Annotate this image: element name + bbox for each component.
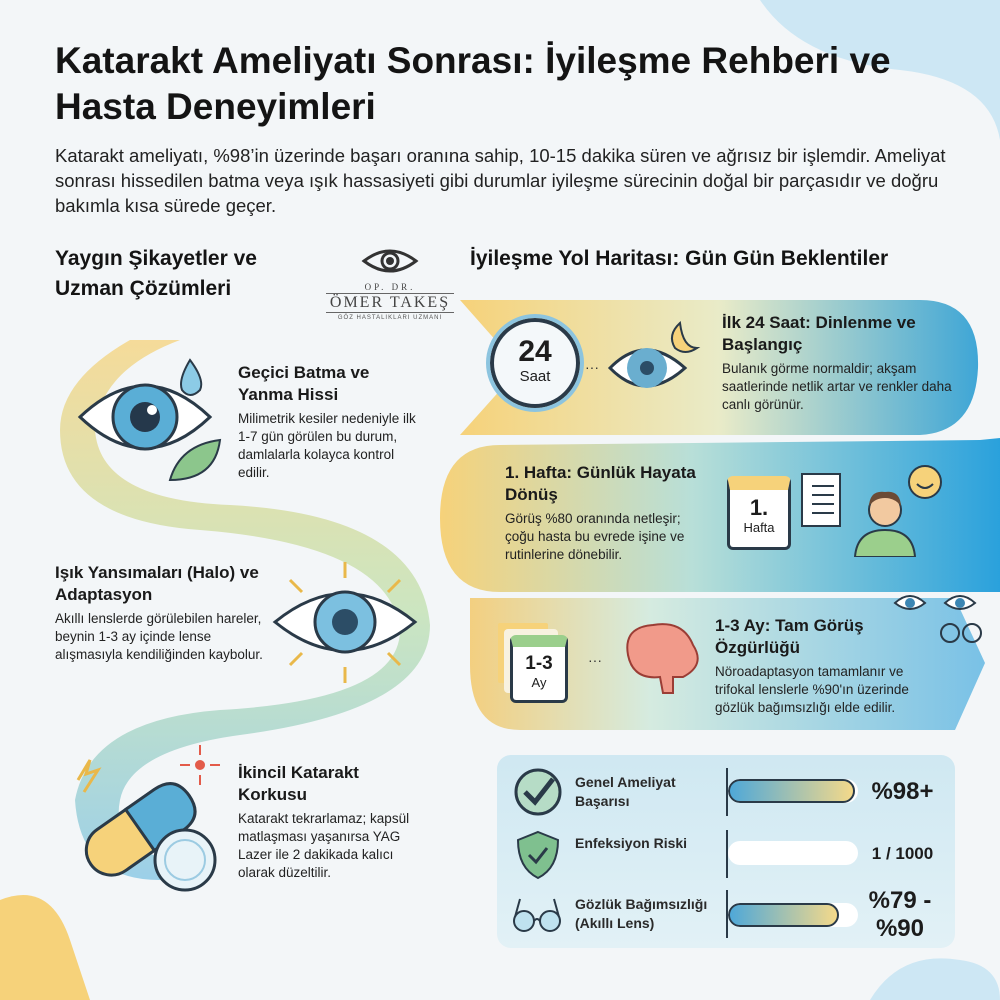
right-heading: İyileşme Yol Haritası: Gün Gün Beklentiler <box>470 247 889 270</box>
complaint-item <box>238 762 428 882</box>
step-title: 1. Hafta: Günlük Hayata Dönüş <box>505 463 696 504</box>
stat-bar-fill <box>728 903 839 927</box>
complaint-title: İkincil Katarakt Korkusu <box>238 763 359 804</box>
stat-bar-fill <box>728 779 855 803</box>
stat-value: %79 - %90 <box>868 887 932 942</box>
complaint-body: Akıllı lenslerde görülebilen hareler, beynin 1-3 ay içinde lense alışmasıyla kendiliğinden kaybolur. <box>55 611 263 662</box>
complaint-item <box>55 562 270 664</box>
glasses-icon <box>512 893 562 935</box>
checklist-person-icon <box>800 462 955 557</box>
badge-main: 1-3 <box>525 653 553 674</box>
badge-sub: Saat <box>519 368 551 385</box>
eyes-glasses-icon <box>890 585 990 645</box>
complaint-title: Geçici Batma ve Yanma Hissi <box>238 363 370 404</box>
shield-check-icon <box>515 830 561 880</box>
badge-main: 24 <box>518 335 552 368</box>
step-title: İlk 24 Saat: Dinlenme ve Başlangıç <box>722 313 916 354</box>
stat-label: Enfeksiyon Riski <box>575 835 688 851</box>
brain-icon <box>588 615 708 705</box>
complaint-body: Katarakt tekrarlamaz; kapsül matlaşması yaşanırsa YAG Lazer ile 2 dakikada kalıcı olarak düzeltilir. <box>238 811 410 880</box>
svg-text:···: ··· <box>588 652 602 668</box>
complaint-title: Işık Yansımaları (Halo) ve Adaptasyon <box>55 563 259 604</box>
complaint-body: Milimetrik kesiler nedeniyle ilk 1-7 gün görülen bu durum, damlalarla kolayca kontrol edilir. <box>238 411 416 480</box>
page-title: Katarakt Ameliyatı Sonrası: İyileşme Rehberi ve Hasta Deneyimleri <box>55 40 891 127</box>
stat-bar <box>728 841 858 865</box>
step-body: Görüş %80 oranında netleşir; çoğu hasta bu evrede işine ve rutinlerine dönebilir. <box>505 511 685 562</box>
stat-value: %98+ <box>871 778 934 805</box>
logo-name: ÖMER TAKEŞ <box>326 294 454 313</box>
step-body: Bulanık görme normaldir; akşam saatlerinde netlik artar ve renkler daha canlı görünür. <box>722 361 952 412</box>
logo-prefix: OP. DR. <box>326 282 454 294</box>
eye-drop-icon <box>70 355 240 495</box>
intro-text: Katarakt ameliyatı, %98’in üzerinde başarı oranına sahip, 10-15 dakika süren ve ağrısız bir işlemdir. Ameliyat sonrası hissedilen batma veya ışık hassasiyeti gibi durumlar iyileşme sürecinin doğal bir parçasıdır ve doğru bakımla kısa sürede geçer. <box>55 145 946 216</box>
step-title: 1-3 Ay: Tam Görüş Özgürlüğü <box>715 616 864 657</box>
clock-badge <box>490 318 580 408</box>
stat-bar <box>728 903 858 927</box>
stat-label: Gözlük Bağımsızlığı (Akıllı Lens) <box>575 896 708 931</box>
logo <box>326 245 454 321</box>
logo-subtitle: GÖZ HASTALIKLARI UZMANI <box>337 315 443 321</box>
calendar-stack-badge <box>510 635 568 703</box>
eye-moon-icon <box>585 320 705 410</box>
left-heading: Yaygın Şikayetler ve Uzman Çözümleri <box>55 247 257 300</box>
calendar-badge <box>727 476 791 550</box>
complaint-item <box>238 362 428 482</box>
roadmap-step <box>505 462 705 564</box>
svg-text:···: ··· <box>585 359 599 375</box>
eye-sun-icon <box>270 560 430 685</box>
roadmap-step <box>715 615 915 717</box>
badge-sub: Ay <box>531 675 547 690</box>
badge-main: 1. <box>749 495 769 520</box>
badge-sub: Hafta <box>743 520 775 535</box>
step-body: Nöroadaptasyon tamamlanır ve trifokal lenslerle %90'ın üzerinde gözlük bağımsızlığı elde edilir. <box>715 664 909 715</box>
stat-value: 1 / 1000 <box>871 844 934 863</box>
stat-label: Genel Ameliyat Başarısı <box>575 774 676 809</box>
capsule-laser-icon <box>70 740 240 900</box>
check-circle-icon <box>513 767 563 817</box>
logo-eye-icon <box>360 245 420 277</box>
stat-bar <box>728 779 858 803</box>
roadmap-step <box>722 312 962 414</box>
